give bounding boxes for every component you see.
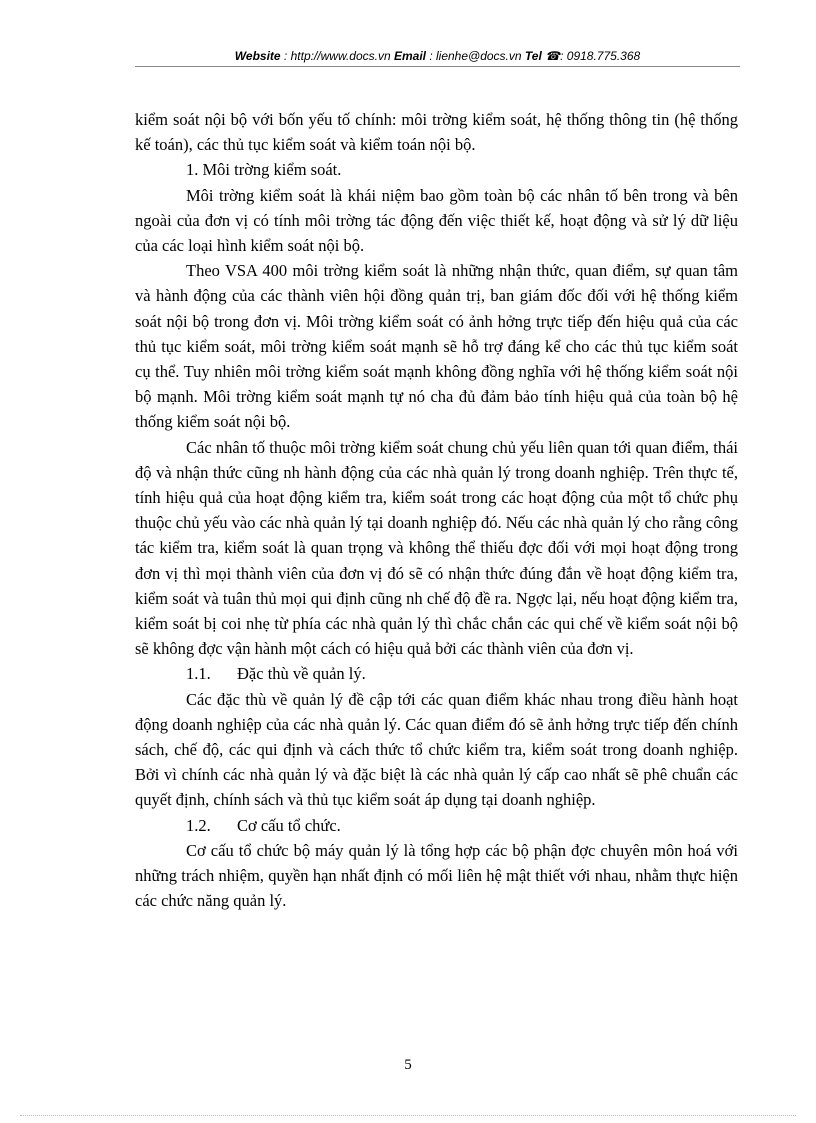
paragraph: Các đặc thù về quản lý đề cập tới các quan điểm khác nhau trong điều hành hoạt động doanh nghiệp của các nhà quản lý. Các quan điểm đó sẽ ảnh hởng trực tiếp đến chính sách, chế độ, các qui định và cách thức tổ chức kiểm tra, kiểm soát trong doanh nghiệp. Bởi vì chính các nhà quản lý và đặc biệt là các nhà quản lý cấp cao nhất sẽ phê chuẩn các quyết định, chính sách và thủ tục kiểm soát áp dụng tại doanh nghiệp. — [135, 689, 738, 810]
page-bottom-border — [20, 1115, 796, 1116]
subsection-number: 1.1. — [186, 664, 211, 684]
section-heading: 1. Môi trờng kiểm soát. — [186, 160, 342, 180]
subsection-number: 1.2. — [186, 815, 211, 835]
website-label: Website — [234, 49, 281, 63]
page-header — [135, 49, 740, 63]
subsection-heading — [135, 661, 738, 686]
page-number: 5 — [404, 1057, 412, 1073]
phone-icon: ☎ — [545, 49, 561, 63]
email-value: : lienhe@docs.vn — [426, 49, 525, 63]
paragraph: Theo VSA 400 môi trờng kiểm soát là những nhận thức, quan điểm, sự quan tâm và hành động của các thành viên hội đồng quản trị, ban giám đốc đối với hệ thống kiểm soát nội bộ trong đơn vị. Môi trờng kiểm soát có ảnh hởng trực tiếp đến hiệu quả của các thủ tục kiểm soát, môi trờng kiểm soát mạnh sẽ hỗ trợ đáng kể cho các thủ tục kiểm soát cụ thể. Tuy nhiên môi trờng kiểm soát mạnh không đồng nghĩa với hệ thống kiểm soát nội bộ mạnh. Môi trờng kiểm soát mạnh tự nó cha đủ đảm bảo tính hiệu quả của toàn bộ hệ thống kiểm soát nội bộ. — [135, 261, 738, 432]
paragraph: kiểm soát nội bộ với bốn yếu tố chính: môi trờng kiểm soát, hệ thống thông tin (hệ thống kế toán), các thủ tục kiểm soát và kiểm toán nội bộ. — [135, 110, 738, 155]
tel-value: : 0918.775.368 — [560, 49, 641, 63]
email-label: Email — [393, 49, 426, 63]
website-value: : http://www.docs.vn — [280, 49, 394, 63]
tel-label: Tel — [524, 49, 542, 63]
subsection-title: Cơ cấu tổ chức. — [237, 815, 341, 835]
paragraph: Môi trờng kiểm soát là khái niệm bao gồm toàn bộ các nhân tố bên trong và bên ngoài của đơn vị có tính môi trờng tác động đến việc thiết kế, hoạt động và sử lý dữ liệu của các loại hình kiểm soát nội bộ. — [135, 185, 738, 256]
subsection-heading — [135, 813, 738, 838]
paragraph: Các nhân tố thuộc môi trờng kiểm soát chung chủ yếu liên quan tới quan điểm, thái độ và nhận thức cũng nh hành động của các nhà quản lý trong doanh nghiệp. Trên thực tế, tính hiệu quả của hoạt động kiểm tra, kiểm soát trong các hoạt động của một tổ chức phụ thuộc chủ yếu vào các nhà quản lý tại doanh nghiệp đó. Nếu các nhà quản lý cho rằng công tác kiểm tra, kiểm soát là quan trọng và không thể thiếu đợc đối với mọi hoạt động trong đơn vị thì mọi thành viên của đơn vị đó sẽ có nhận thức đúng đắn về hoạt động kiểm tra, kiểm soát và tuân thủ mọi qui định cũng nh chế độ đề ra. Ngợc lại, nếu hoạt động kiểm tra, kiểm soát bị coi nhẹ từ phía các nhà quản lý thì chắc chắn các qui chế về kiểm soát nội bộ sẽ không đợc vận hành một cách có hiệu quả bởi các thành viên của đơn vị. — [135, 437, 738, 659]
paragraph: Cơ cấu tổ chức bộ máy quản lý là tổng hợp các bộ phận đợc chuyên môn hoá với những trách nhiệm, quyền hạn nhất định có mối liên hệ mật thiết với nhau, nhằm thực hiện các chức năng quản lý. — [135, 840, 738, 911]
header-divider — [135, 66, 740, 67]
document-body — [135, 107, 738, 914]
subsection-title: Đặc thù về quản lý. — [237, 664, 366, 684]
